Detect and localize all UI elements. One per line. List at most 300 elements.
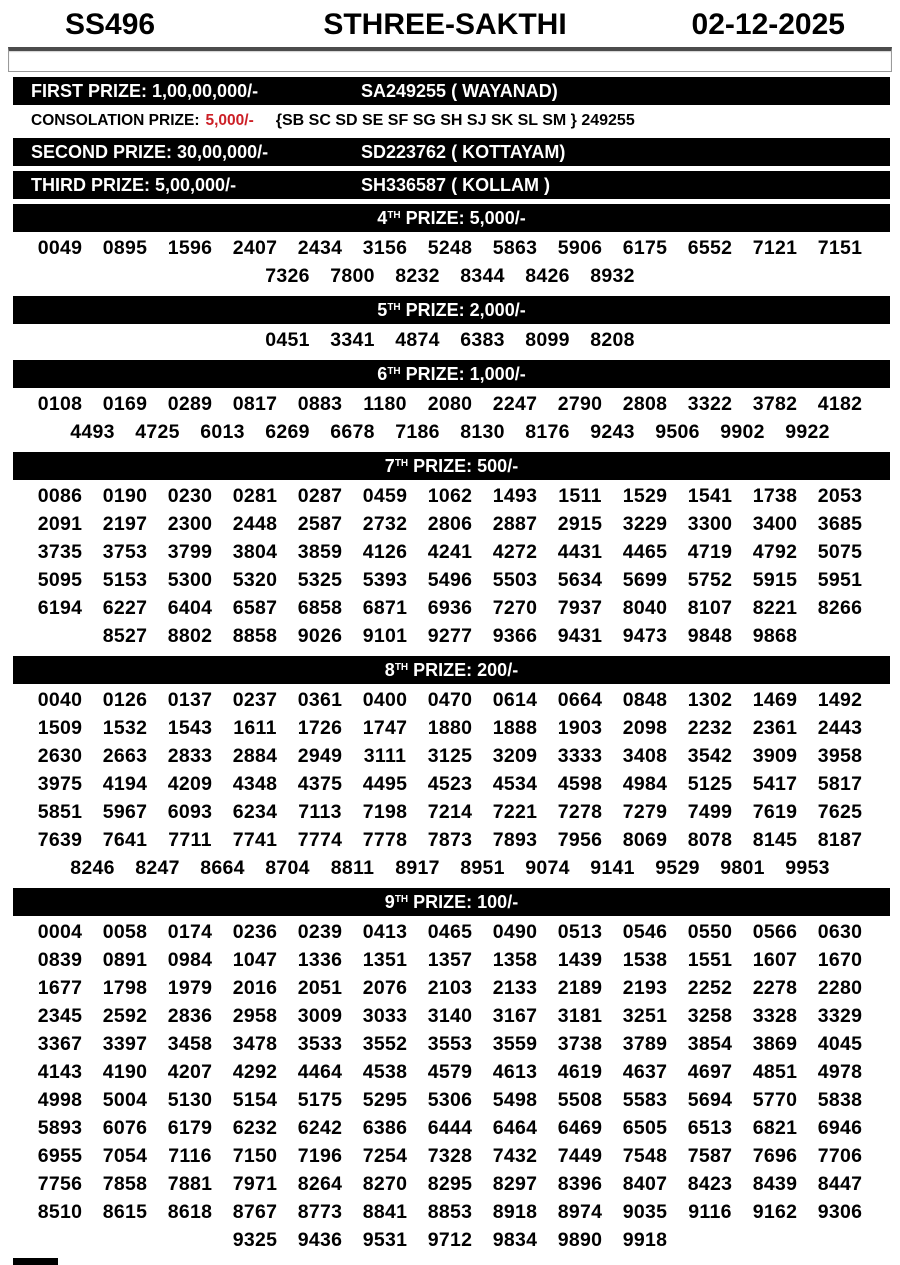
winning-number: 0281 [232, 485, 278, 507]
winning-number: 3542 [687, 745, 733, 767]
winning-number: 4348 [232, 773, 278, 795]
winning-number: 4292 [232, 1061, 278, 1083]
winning-number: 1541 [687, 485, 733, 507]
winning-number: 0891 [102, 949, 148, 971]
winning-number: 8527 [102, 625, 148, 647]
winning-number: 9366 [492, 625, 538, 647]
winning-number: 5325 [297, 569, 343, 591]
winning-number: 4375 [297, 773, 343, 795]
prize-4th-header-bar [13, 204, 890, 232]
winning-number: 5075 [817, 541, 863, 563]
winning-number: 2884 [232, 745, 278, 767]
winning-number: 4697 [687, 1061, 733, 1083]
winning-number: 8932 [590, 265, 635, 287]
winning-number: 1439 [557, 949, 603, 971]
prize-section-title: 9TH PRIZE: 100/- [384, 891, 519, 912]
winning-number: 0239 [297, 921, 343, 943]
winning-number: 3125 [427, 745, 473, 767]
winning-number: 4613 [492, 1061, 538, 1083]
winning-number: 8664 [200, 857, 245, 879]
winning-number: 2732 [362, 513, 408, 535]
winning-number: 7937 [557, 597, 603, 619]
winning-number: 7151 [817, 237, 863, 259]
winning-number: 8145 [752, 829, 798, 851]
winning-number: 2806 [427, 513, 473, 535]
winning-number: 7449 [557, 1145, 603, 1167]
prize-section-title: 6TH PRIZE: 1,000/- [377, 363, 526, 384]
third-prize-bar [13, 171, 890, 199]
winning-number: 4207 [167, 1061, 213, 1083]
winning-number: 4495 [362, 773, 408, 795]
winning-number: 8918 [492, 1201, 538, 1223]
winning-number: 0413 [362, 921, 408, 943]
winning-number: 6946 [817, 1117, 863, 1139]
consolation-label: CONSOLATION PRIZE: [31, 112, 200, 129]
winning-number: 2949 [297, 745, 343, 767]
winning-number: 3559 [492, 1033, 538, 1055]
winning-number: 2630 [37, 745, 83, 767]
second-prize-bar [13, 138, 890, 166]
winning-number: 0630 [817, 921, 863, 943]
winning-number: 4182 [817, 393, 863, 415]
winning-number: 8951 [460, 857, 505, 879]
winning-number: 2448 [232, 513, 278, 535]
winning-number: 7881 [167, 1173, 213, 1195]
winning-number: 7432 [492, 1145, 538, 1167]
winning-number: 1551 [687, 949, 733, 971]
winning-number: 2833 [167, 745, 213, 767]
winning-number: 8247 [135, 857, 180, 879]
winning-number: 0289 [167, 393, 213, 415]
winning-number: 0984 [167, 949, 213, 971]
winning-number: 2197 [102, 513, 148, 535]
winning-number: 7254 [362, 1145, 408, 1167]
winning-number: 7774 [297, 829, 343, 851]
winning-number: 8974 [557, 1201, 603, 1223]
winning-number: 3789 [622, 1033, 668, 1055]
winning-number: 3181 [557, 1005, 603, 1027]
winning-number: 5153 [102, 569, 148, 591]
winning-number: 3685 [817, 513, 863, 535]
winning-number: 9431 [557, 625, 603, 647]
winning-number: 5295 [362, 1089, 408, 1111]
winning-number: 5851 [37, 801, 83, 823]
winning-number: 8858 [232, 625, 278, 647]
winning-number: 5496 [427, 569, 473, 591]
winning-number: 7278 [557, 801, 603, 823]
winning-number: 2592 [102, 1005, 148, 1027]
draw-code: SS496 [65, 8, 156, 41]
winning-number: 2790 [557, 393, 603, 415]
prize-section-title: 4TH PRIZE: 5,000/- [377, 207, 526, 228]
winning-number: 5498 [492, 1089, 538, 1111]
winning-number: 7800 [330, 265, 375, 287]
winning-number: 6552 [687, 237, 733, 259]
winning-number: 2443 [817, 717, 863, 739]
winning-number: 7956 [557, 829, 603, 851]
first-prize-bar [13, 77, 890, 105]
winning-number: 7214 [427, 801, 473, 823]
winning-number: 0237 [232, 689, 278, 711]
winning-number: 1336 [297, 949, 343, 971]
winning-number: 9953 [785, 857, 830, 879]
prize-section-title: 7TH PRIZE: 500/- [384, 455, 519, 476]
winning-number: 3167 [492, 1005, 538, 1027]
winning-number: 3909 [752, 745, 798, 767]
winning-number: 1611 [233, 717, 277, 739]
winning-number: 2051 [297, 977, 343, 999]
cut-off-next-bar [13, 1258, 58, 1265]
winning-number: 6955 [37, 1145, 83, 1167]
winning-number: 0126 [102, 689, 148, 711]
winning-number: 4984 [622, 773, 668, 795]
winning-number: 6242 [297, 1117, 343, 1139]
winning-number: 5125 [687, 773, 733, 795]
winning-number: 8773 [297, 1201, 343, 1223]
winning-number: 6587 [232, 597, 278, 619]
winning-number: 6821 [752, 1117, 798, 1139]
winning-number: 1798 [102, 977, 148, 999]
winning-number: 3140 [427, 1005, 473, 1027]
winning-number: 4579 [427, 1061, 473, 1083]
winning-number: 7328 [427, 1145, 473, 1167]
winning-number: 3111 [363, 745, 407, 767]
winning-number: 3804 [232, 541, 278, 563]
winning-number: 7706 [817, 1145, 863, 1167]
winning-number: 5752 [687, 569, 733, 591]
winning-number: 2836 [167, 1005, 213, 1027]
winning-number: 0236 [232, 921, 278, 943]
winning-number: 1596 [167, 237, 213, 259]
winning-number: 6871 [362, 597, 408, 619]
prize-9th-numbers-grid [0, 916, 900, 1255]
winning-number: 3975 [37, 773, 83, 795]
winning-number: 3397 [102, 1033, 148, 1055]
winning-number: 0040 [37, 689, 83, 711]
winning-number: 3009 [297, 1005, 343, 1027]
winning-number: 6469 [557, 1117, 603, 1139]
winning-number: 5699 [622, 569, 668, 591]
winning-number: 2434 [297, 237, 343, 259]
ordinal-suffix: TH [394, 457, 409, 469]
prize-section-title: 5TH PRIZE: 2,000/- [377, 299, 526, 320]
winning-number: 3869 [752, 1033, 798, 1055]
winning-number: 3400 [752, 513, 798, 535]
winning-number: 0361 [297, 689, 343, 711]
winning-number: 2016 [232, 977, 278, 999]
winning-number: 6232 [232, 1117, 278, 1139]
winning-number: 6444 [427, 1117, 473, 1139]
prize-8th-header-bar [13, 656, 890, 684]
winning-number: 8221 [752, 597, 798, 619]
winning-number: 0848 [622, 689, 668, 711]
winning-number: 3854 [687, 1033, 733, 1055]
winning-number: 1047 [232, 949, 278, 971]
prize-7th-header-bar [13, 452, 890, 480]
winning-number: 5967 [102, 801, 148, 823]
winning-number: 9801 [720, 857, 765, 879]
winning-number: 9506 [655, 421, 700, 443]
winning-number: 8423 [687, 1173, 733, 1195]
winning-number: 6234 [232, 801, 278, 823]
winning-number: 5583 [622, 1089, 668, 1111]
winning-number: 3408 [622, 745, 668, 767]
prize-6th-numbers-grid [0, 388, 900, 447]
winning-number: 4045 [817, 1033, 863, 1055]
winning-number: 8295 [427, 1173, 473, 1195]
winning-number: 5095 [37, 569, 83, 591]
winning-number: 7711 [168, 829, 212, 851]
winning-number: 4126 [362, 541, 408, 563]
winning-number: 6227 [102, 597, 148, 619]
winning-number: 2080 [427, 393, 473, 415]
winning-number: 0817 [232, 393, 278, 415]
winning-number: 8208 [590, 329, 635, 351]
winning-number: 8264 [297, 1173, 343, 1195]
winning-number: 2587 [297, 513, 343, 535]
winning-number: 4538 [362, 1061, 408, 1083]
winning-number: 4143 [37, 1061, 83, 1083]
winning-number: 6464 [492, 1117, 538, 1139]
winning-number: 3753 [102, 541, 148, 563]
winning-number: 5838 [817, 1089, 863, 1111]
winning-number: 5906 [557, 237, 603, 259]
winning-number: 9834 [492, 1229, 538, 1251]
winning-number: 3552 [362, 1033, 408, 1055]
winning-number: 8841 [362, 1201, 408, 1223]
winning-number: 9890 [557, 1229, 603, 1251]
winning-number: 3859 [297, 541, 343, 563]
winning-number: 1888 [492, 717, 538, 739]
winning-number: 7741 [232, 829, 278, 851]
winning-number: 7873 [427, 829, 473, 851]
winning-number: 8040 [622, 597, 668, 619]
winning-number: 1738 [752, 485, 798, 507]
winning-number: 9277 [427, 625, 473, 647]
winning-number: 8232 [395, 265, 440, 287]
winning-number: 7113 [298, 801, 342, 823]
winning-number: 9712 [427, 1229, 473, 1251]
winning-number: 7625 [817, 801, 863, 823]
winning-number: 4465 [622, 541, 668, 563]
ordinal-suffix: TH [387, 365, 401, 377]
winning-number: 2345 [37, 1005, 83, 1027]
winning-number: 0490 [492, 921, 538, 943]
winning-number: 2098 [622, 717, 668, 739]
winning-number: 7054 [102, 1145, 148, 1167]
winning-number: 6175 [622, 237, 668, 259]
winning-number: 7326 [265, 265, 310, 287]
winning-number: 3533 [297, 1033, 343, 1055]
winning-number: 6936 [427, 597, 473, 619]
winning-number: 8615 [102, 1201, 148, 1223]
winning-number: 8802 [167, 625, 213, 647]
winning-number: 8176 [525, 421, 570, 443]
winning-number: 8704 [265, 857, 310, 879]
winning-number: 4523 [427, 773, 473, 795]
second-prize-winner: SD223762 ( KOTTAYAM) [361, 141, 566, 162]
winning-number: 0566 [752, 921, 798, 943]
winning-number: 9306 [817, 1201, 863, 1223]
third-prize-winner: SH336587 ( KOLLAM ) [361, 174, 551, 195]
winning-number: 8246 [70, 857, 115, 879]
winning-number: 8407 [622, 1173, 668, 1195]
winning-number: 3799 [167, 541, 213, 563]
winning-number: 2887 [492, 513, 538, 535]
prize-sections [0, 204, 900, 1255]
winning-number: 7196 [297, 1145, 343, 1167]
winning-number: 3958 [817, 745, 863, 767]
winning-number: 6858 [297, 597, 343, 619]
winning-number: 5770 [752, 1089, 798, 1111]
blank-input-box[interactable] [8, 47, 892, 72]
winning-number: 4598 [557, 773, 603, 795]
winning-number: 5175 [297, 1089, 343, 1111]
first-prize-winner: SA249255 ( WAYANAD) [361, 80, 558, 101]
ordinal-suffix: TH [394, 893, 409, 905]
winning-number: 3156 [362, 237, 408, 259]
consolation-row [13, 109, 890, 133]
winning-number: 7198 [362, 801, 408, 823]
winning-number: 6505 [622, 1117, 668, 1139]
winning-number: 4190 [102, 1061, 148, 1083]
winning-number: 2407 [232, 237, 278, 259]
winning-number: 1302 [687, 689, 733, 711]
winning-number: 6513 [687, 1117, 733, 1139]
winning-number: 1493 [492, 485, 538, 507]
winning-number: 4725 [135, 421, 180, 443]
winning-number: 9035 [622, 1201, 668, 1223]
winning-number: 9918 [622, 1229, 668, 1251]
winning-number: 1509 [37, 717, 83, 739]
winning-number: 6179 [167, 1117, 213, 1139]
prize-6th-header-bar [13, 360, 890, 388]
ordinal-suffix: TH [394, 661, 409, 673]
winning-number: 2053 [817, 485, 863, 507]
winning-number: 1357 [427, 949, 473, 971]
winning-number: 7499 [687, 801, 733, 823]
winning-number: 6386 [362, 1117, 408, 1139]
winning-number: 7641 [102, 829, 148, 851]
winning-number: 5306 [427, 1089, 473, 1111]
winning-number: 3033 [362, 1005, 408, 1027]
winning-number: 2663 [102, 745, 148, 767]
winning-number: 9902 [720, 421, 765, 443]
winning-number: 2189 [557, 977, 603, 999]
winning-number: 2103 [427, 977, 473, 999]
winning-number: 5893 [37, 1117, 83, 1139]
winning-number: 9116 [688, 1201, 732, 1223]
winning-number: 4431 [557, 541, 603, 563]
prize-section-title: 8TH PRIZE: 200/- [384, 659, 519, 680]
prize-7th-numbers-grid [0, 480, 900, 651]
winning-number: 3300 [687, 513, 733, 535]
winning-number: 9243 [590, 421, 635, 443]
winning-number: 7696 [752, 1145, 798, 1167]
third-prize-label: THIRD PRIZE: 5,00,000/- [31, 174, 237, 195]
winning-number: 3735 [37, 541, 83, 563]
winning-number: 1492 [817, 689, 863, 711]
winning-number: 2076 [362, 977, 408, 999]
winning-number: 1670 [817, 949, 863, 971]
winning-number: 4272 [492, 541, 538, 563]
winning-number: 3229 [622, 513, 668, 535]
winning-number: 8767 [232, 1201, 278, 1223]
winning-number: 7778 [362, 829, 408, 851]
winning-number: 4978 [817, 1061, 863, 1083]
winning-number: 9162 [752, 1201, 798, 1223]
winning-number: 6013 [200, 421, 245, 443]
winning-number: 0004 [37, 921, 83, 943]
winning-number: 1180 [363, 393, 407, 415]
winning-number: 8270 [362, 1173, 408, 1195]
winning-number: 7279 [622, 801, 668, 823]
winning-number: 3258 [687, 1005, 733, 1027]
winning-number: 1062 [427, 485, 473, 507]
winning-number: 9026 [297, 625, 343, 647]
winning-number: 2193 [622, 977, 668, 999]
winning-number: 9868 [752, 625, 798, 647]
winning-number: 0895 [102, 237, 148, 259]
winning-number: 3329 [817, 1005, 863, 1027]
winning-number: 8618 [167, 1201, 213, 1223]
winning-number: 5915 [752, 569, 798, 591]
winning-number: 8099 [525, 329, 570, 351]
winning-number: 5863 [492, 237, 538, 259]
winning-number: 5300 [167, 569, 213, 591]
winning-number: 9101 [362, 625, 408, 647]
winning-number: 5130 [167, 1089, 213, 1111]
winning-number: 0137 [167, 689, 213, 711]
winning-number: 0839 [37, 949, 83, 971]
winning-number: 5634 [557, 569, 603, 591]
winning-number: 2091 [37, 513, 83, 535]
winning-number: 7548 [622, 1145, 668, 1167]
winning-number: 1607 [752, 949, 798, 971]
winning-number: 9922 [785, 421, 830, 443]
winning-number: 2915 [557, 513, 603, 535]
winning-number: 2278 [752, 977, 798, 999]
winning-number: 0546 [622, 921, 668, 943]
winning-number: 8069 [622, 829, 668, 851]
winning-number: 4209 [167, 773, 213, 795]
winning-number: 3322 [687, 393, 733, 415]
winning-number: 2232 [687, 717, 733, 739]
winning-number: 0664 [557, 689, 603, 711]
winning-number: 5417 [752, 773, 798, 795]
winning-number: 7971 [232, 1173, 278, 1195]
winning-number: 5320 [232, 569, 278, 591]
winning-number: 7858 [102, 1173, 148, 1195]
winning-number: 4464 [297, 1061, 343, 1083]
winning-number: 5951 [817, 569, 863, 591]
winning-number: 0287 [297, 485, 343, 507]
winning-number: 4493 [70, 421, 115, 443]
draw-date: 02-12-2025 [691, 8, 845, 41]
winning-number: 8396 [557, 1173, 603, 1195]
winning-number: 5393 [362, 569, 408, 591]
winning-number: 5817 [817, 773, 863, 795]
winning-number: 0174 [167, 921, 213, 943]
winning-number: 0550 [687, 921, 733, 943]
winning-number: 2280 [817, 977, 863, 999]
winning-number: 1979 [167, 977, 213, 999]
winning-number: 6194 [37, 597, 83, 619]
winning-number: 9141 [590, 857, 635, 879]
winning-number: 2252 [687, 977, 733, 999]
winning-number: 4792 [752, 541, 798, 563]
winning-number: 9529 [655, 857, 700, 879]
